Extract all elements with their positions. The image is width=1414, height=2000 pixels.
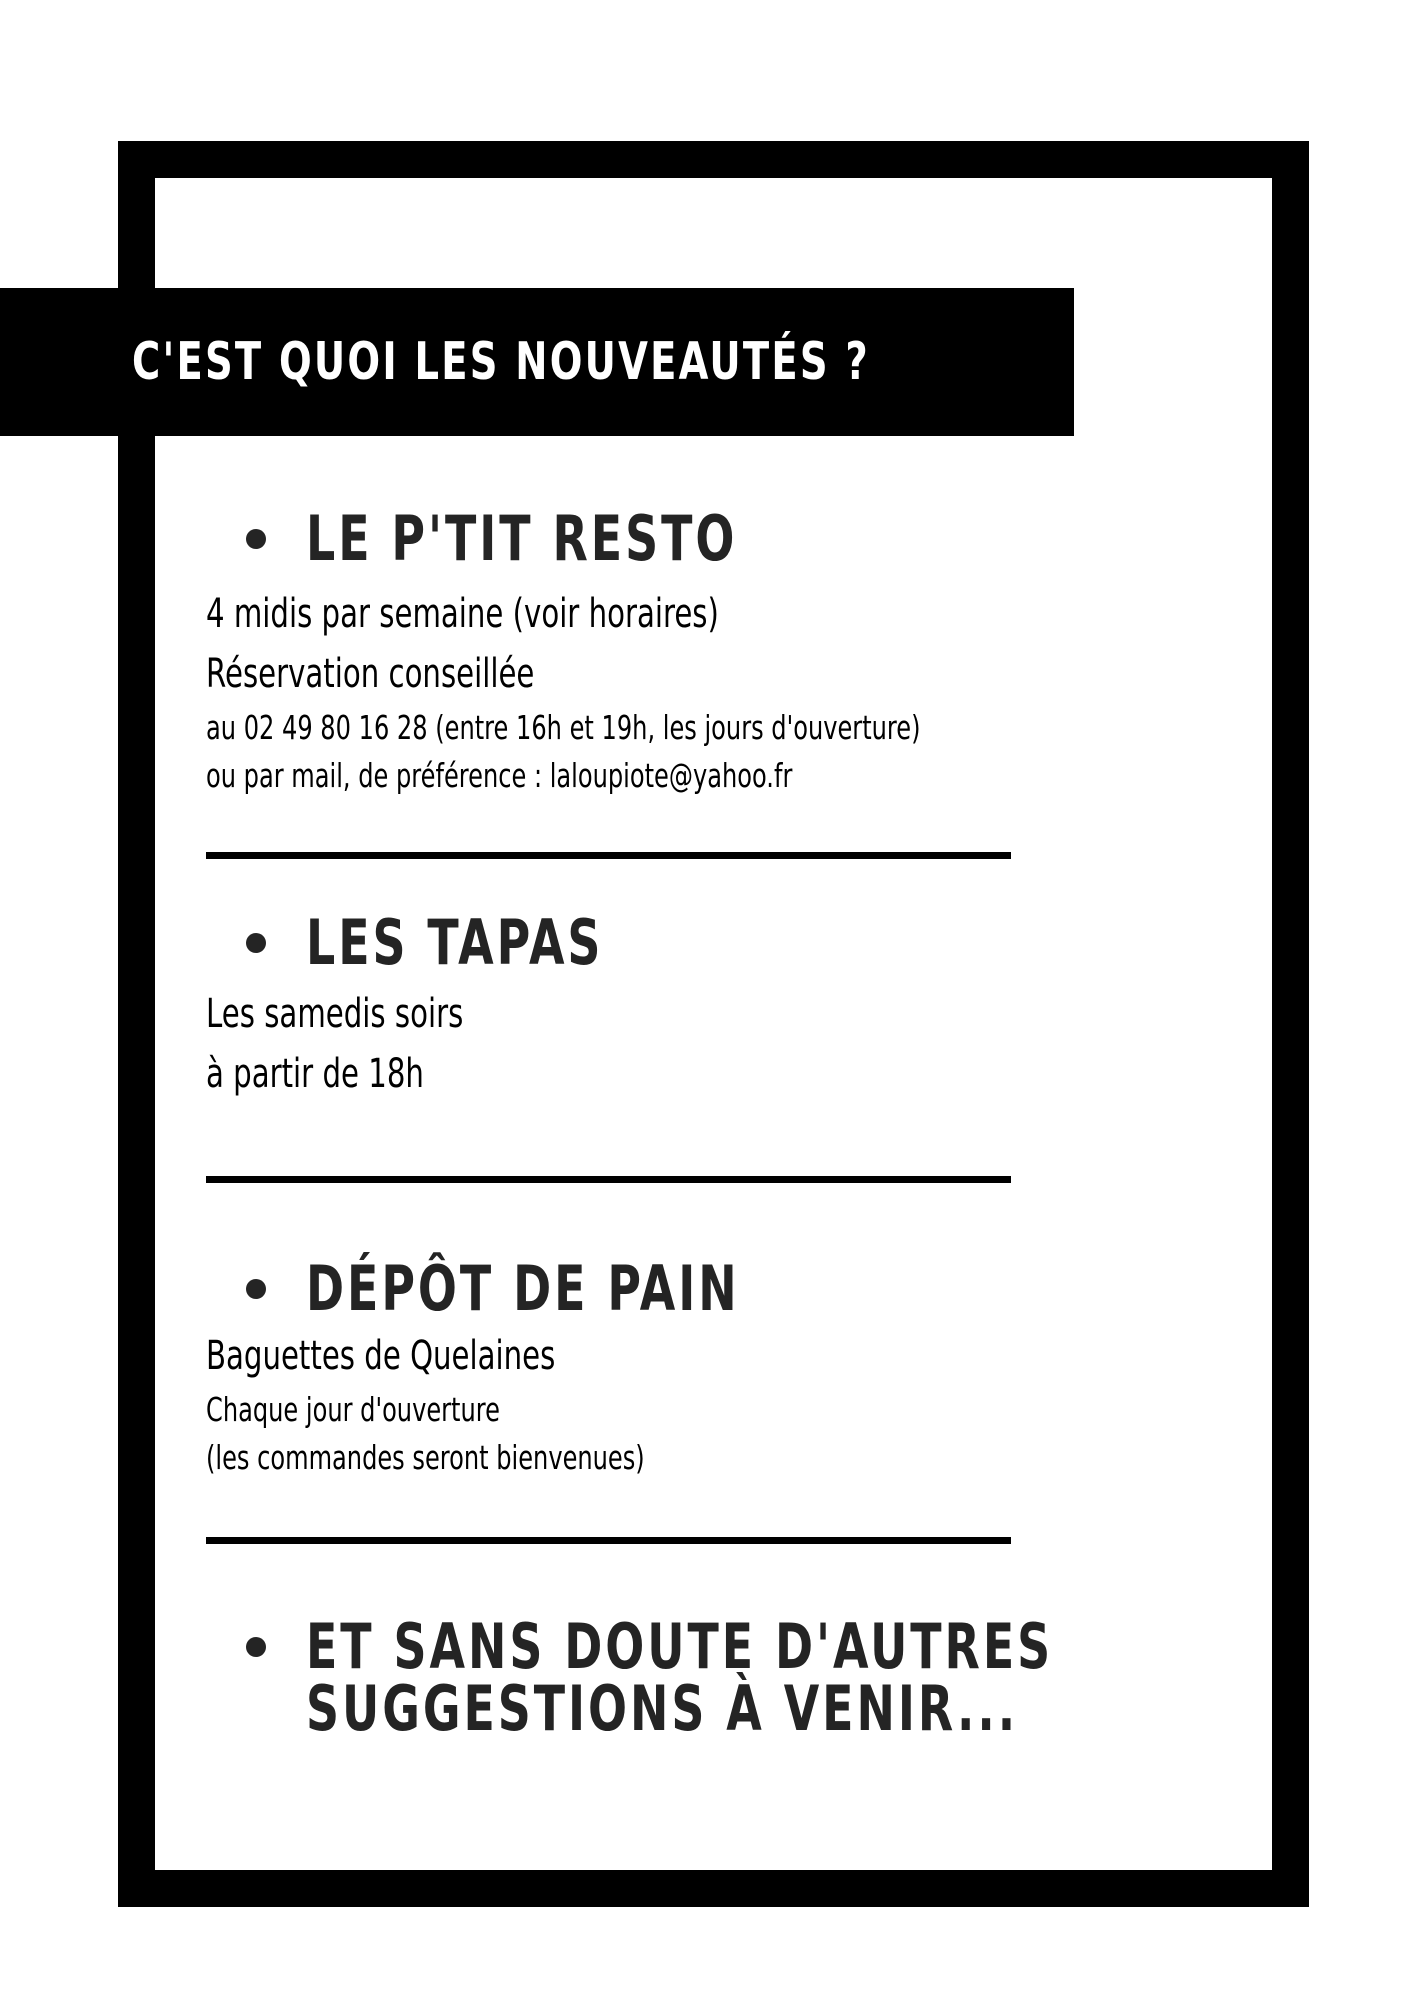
section-more-suggestions [206, 1610, 1106, 1745]
bullet-icon [246, 1637, 266, 1657]
section-heading [206, 502, 1106, 575]
section-title: LES TAPAS [306, 906, 604, 979]
section-divider [206, 1537, 1011, 1544]
email-text: ou par mail, de préférence : laloupiote@yahoo.fr [206, 756, 793, 795]
bullet-icon [246, 933, 266, 953]
section-title: DÉPÔT DE PAIN [306, 1252, 740, 1325]
section-title-line-1: ET SANS DOUTE D'AUTRES [306, 1610, 1054, 1683]
section-title-line-2: SUGGESTIONS À VENIR... [306, 1672, 1019, 1745]
bullet-icon [246, 529, 266, 549]
section-divider [206, 852, 1011, 859]
page-title: C'EST QUOI LES NOUVEAUTÉS ? [132, 332, 870, 392]
section-petit-resto [206, 502, 1106, 800]
product-text: Baguettes de Quelaines [206, 1333, 556, 1379]
phone-text: au 02 49 80 16 28 (entre 16h et 19h, les jours d'ouverture) [206, 708, 921, 747]
schedule-text: 4 midis par semaine (voir horaires) [206, 591, 719, 637]
reservation-text: Réservation conseillée [206, 651, 535, 697]
bullet-icon [246, 1279, 266, 1299]
frequency-text: Chaque jour d'ouverture [206, 1390, 500, 1429]
title-banner [0, 288, 1074, 436]
section-tapas [206, 906, 1106, 1104]
order-note-text: (les commandes seront bienvenues) [206, 1438, 645, 1477]
section-divider [206, 1176, 1011, 1183]
time-text: à partir de 18h [206, 1051, 424, 1097]
section-depot-pain [206, 1252, 1106, 1482]
section-heading [206, 1610, 1106, 1745]
section-heading [206, 906, 1106, 979]
section-title: LE P'TIT RESTO [306, 502, 738, 575]
section-heading [206, 1252, 1106, 1325]
day-text: Les samedis soirs [206, 991, 464, 1037]
